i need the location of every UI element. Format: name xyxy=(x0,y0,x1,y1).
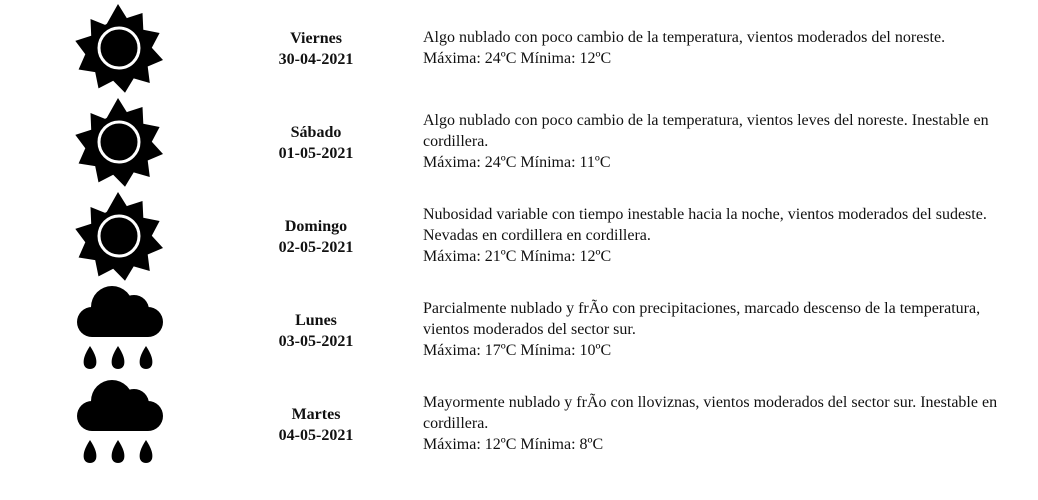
description-text: Mayormente nublado y frÃo con lloviznas, vientos moderados del sector sur. Inestable en cordillera. xyxy=(423,394,998,432)
forecast-row xyxy=(0,98,1038,192)
forecast-row xyxy=(0,192,1038,286)
description-cell xyxy=(423,110,1008,173)
temperature-text: Máxima: 21ºC Mínima: 12ºC xyxy=(423,248,612,265)
description-text: Algo nublado con poco cambio de la temperatura, vientos leves del noreste. Inestable en cordillera. xyxy=(423,112,989,150)
temperature-text: Máxima: 12ºC Mínima: 8ºC xyxy=(423,436,604,453)
day-name: Domingo xyxy=(284,218,348,235)
description-cell xyxy=(423,204,1008,267)
date-text: 01-05-2021 xyxy=(278,145,354,162)
description-text: Algo nublado con poco cambio de la temperatura, vientos moderados del noreste. xyxy=(423,29,946,46)
forecast-row xyxy=(0,4,1038,98)
temperature-text: Máxima: 24ºC Mínima: 11ºC xyxy=(423,154,611,171)
forecast-row xyxy=(0,286,1038,380)
date-text: 02-05-2021 xyxy=(278,239,354,256)
sun-icon xyxy=(70,192,170,286)
date-text: 04-05-2021 xyxy=(278,427,354,444)
day-name: Martes xyxy=(291,406,341,423)
forecast-row xyxy=(0,380,1038,474)
day-name: Lunes xyxy=(295,312,337,329)
day-name: Viernes xyxy=(290,30,342,47)
description-cell xyxy=(423,27,1008,69)
temperature-text: Máxima: 17ºC Mínima: 10ºC xyxy=(423,342,612,359)
date-cell xyxy=(236,122,396,164)
description-cell xyxy=(423,392,1008,455)
description-cell xyxy=(423,298,1008,361)
rain-cloud-icon xyxy=(70,286,170,380)
description-text: Parcialmente nublado y frÃo con precipitaciones, marcado descenso de la temperatura, vientos moderados del sector sur. xyxy=(423,300,981,338)
date-text: 03-05-2021 xyxy=(278,333,354,350)
day-name: Sábado xyxy=(290,124,342,141)
rain-cloud-icon xyxy=(70,380,170,474)
date-cell xyxy=(236,404,396,446)
date-cell xyxy=(236,216,396,258)
sun-icon xyxy=(70,4,170,98)
sun-icon xyxy=(70,98,170,192)
date-text: 30-04-2021 xyxy=(278,51,354,68)
description-text: Nubosidad variable con tiempo inestable hacia la noche, vientos moderados del sudeste. Nevadas en cordillera en cordillera. xyxy=(423,206,987,244)
date-cell xyxy=(236,310,396,352)
date-cell xyxy=(236,28,396,70)
temperature-text: Máxima: 24ºC Mínima: 12ºC xyxy=(423,50,612,67)
